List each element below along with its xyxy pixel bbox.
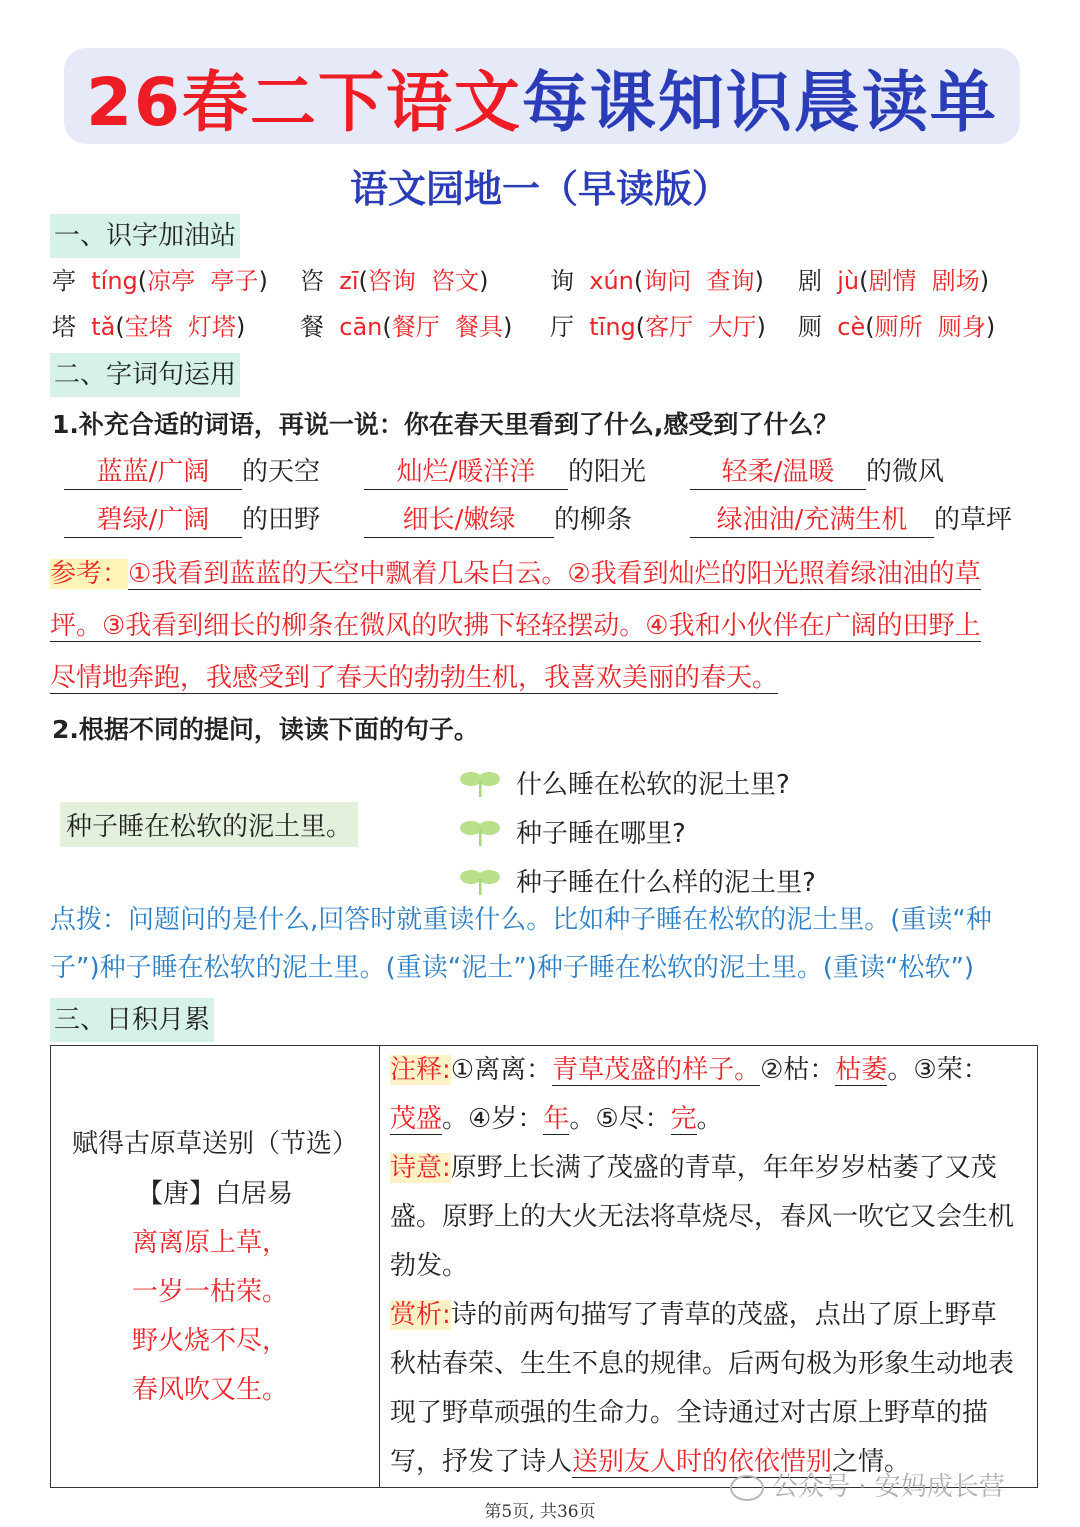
subtitle: 语文园地一（早读版） <box>349 167 730 211</box>
char-item: 咨 zī(咨询 咨文) <box>300 267 489 295</box>
char-item: 亭 tíng(凉亭 亭子) <box>52 267 268 295</box>
title-part2: 每课知识晨读单 <box>521 64 998 141</box>
reference-answer: 参考：①我看到蓝蓝的天空中飘着几朵白云。②我看到灿烂的阳光照着绿油油的草 坪。③我看到细长的柳条在微风的吹拂下轻轻摆动。④我和小伙伴在广阔的田野上 尽情地奔跑，我感受到了春天的勃勃生机，我喜欢美丽的春天。 <box>50 559 981 693</box>
analysis-label: 赏析: <box>390 1300 451 1330</box>
poem-body: 离离原上草， 一岁一枯荣。 野火烧不尽， 春风吹又生。 <box>132 1227 289 1405</box>
sprout-icon <box>460 816 500 848</box>
question-2: 2.根据不同的提问，读读下面的句子。 <box>52 715 479 744</box>
watermark: 公众号 · 安妈成长营 <box>730 1466 1005 1503</box>
section1-heading: 一、识字加油站 <box>50 214 240 258</box>
question-item: 种子睡在什么样的泥土里? <box>460 856 816 905</box>
section2-heading: 二、字词句运用 <box>50 353 240 397</box>
fill-item: 绿油油/充满生机 的草坪 <box>690 503 1012 538</box>
notes: 注释:①离离：青草茂盛的样子。②枯：枯萎。③荣： 茂盛。④岁：年。⑤尽：完。 诗意:原野上长满了茂盛的青草，年年岁岁枯萎了又茂 盛。原野上的大火无法将草烧尽，春风一吹它又会生机 勃发。 赏析:诗的前两句描写了青草的茂盛，点出了原上野草 秋枯春荣、生生不息的规律。后两句极为形象生动地表 现了野草顽强的生命力。全诗通过对古原上野草的描 写，抒发了诗人送别友人时的依依惜别之情。 <box>390 1055 1015 1477</box>
page-number: 第5页, 共36页 <box>484 1502 596 1522</box>
poem-author: 【唐】白居易 <box>136 1178 293 1209</box>
seed-questions <box>460 758 816 905</box>
fill-item: 碧绿/广阔 的田野 <box>64 503 320 538</box>
fill-item: 灿烂/暖洋洋 的阳光 <box>364 455 646 490</box>
poem-title: 赋得古原草送别（节选） <box>71 1128 358 1159</box>
char-item: 餐 cān(餐厅 餐具) <box>300 313 513 341</box>
poem-cell <box>51 1046 380 1488</box>
fill-item: 细长/嫩绿 的柳条 <box>364 503 632 538</box>
notes-cell <box>380 1046 1038 1488</box>
char-item: 询 xún(询问 查询) <box>550 267 764 295</box>
page-title <box>64 48 1020 158</box>
sprout-icon <box>460 767 500 799</box>
hint-text: 点拨：问题问的是什么,回答时就重读什么。比如种子睡在松软的泥土里。(重读“种 子”)种子睡在松软的泥土里。(重读“泥土”)种子睡在松软的泥土里。(重读“松软”) <box>50 905 992 983</box>
meaning-label: 诗意: <box>390 1153 451 1183</box>
sprout-icon <box>460 865 500 897</box>
note-label: 注释: <box>390 1055 451 1085</box>
fill-item: 蓝蓝/广阔 的天空 <box>64 455 320 490</box>
char-item: 塔 tǎ(宝塔 灯塔) <box>52 313 246 341</box>
question-item: 什么睡在松软的泥土里? <box>460 758 816 807</box>
poem-table <box>50 1045 1038 1488</box>
fill-item: 轻柔/温暖 的微风 <box>690 455 944 490</box>
section3-heading: 三、日积月累 <box>50 998 214 1042</box>
question-1: 1.补充合适的词语，再说一说：你在春天里看到了什么,感受到了什么？ <box>52 410 839 439</box>
title-part1: 26春二下语文 <box>86 64 522 141</box>
reference-label: 参考： <box>50 559 129 589</box>
char-item: 剧 jù(剧情 剧场) <box>798 267 990 295</box>
char-item: 厅 tīng(客厅 大厅) <box>550 313 766 341</box>
question-item: 种子睡在哪里? <box>460 807 816 856</box>
char-item: 厕 cè(厕所 厕身) <box>798 313 996 341</box>
seed-sentence: 种子睡在松软的泥土里。 <box>60 802 358 847</box>
